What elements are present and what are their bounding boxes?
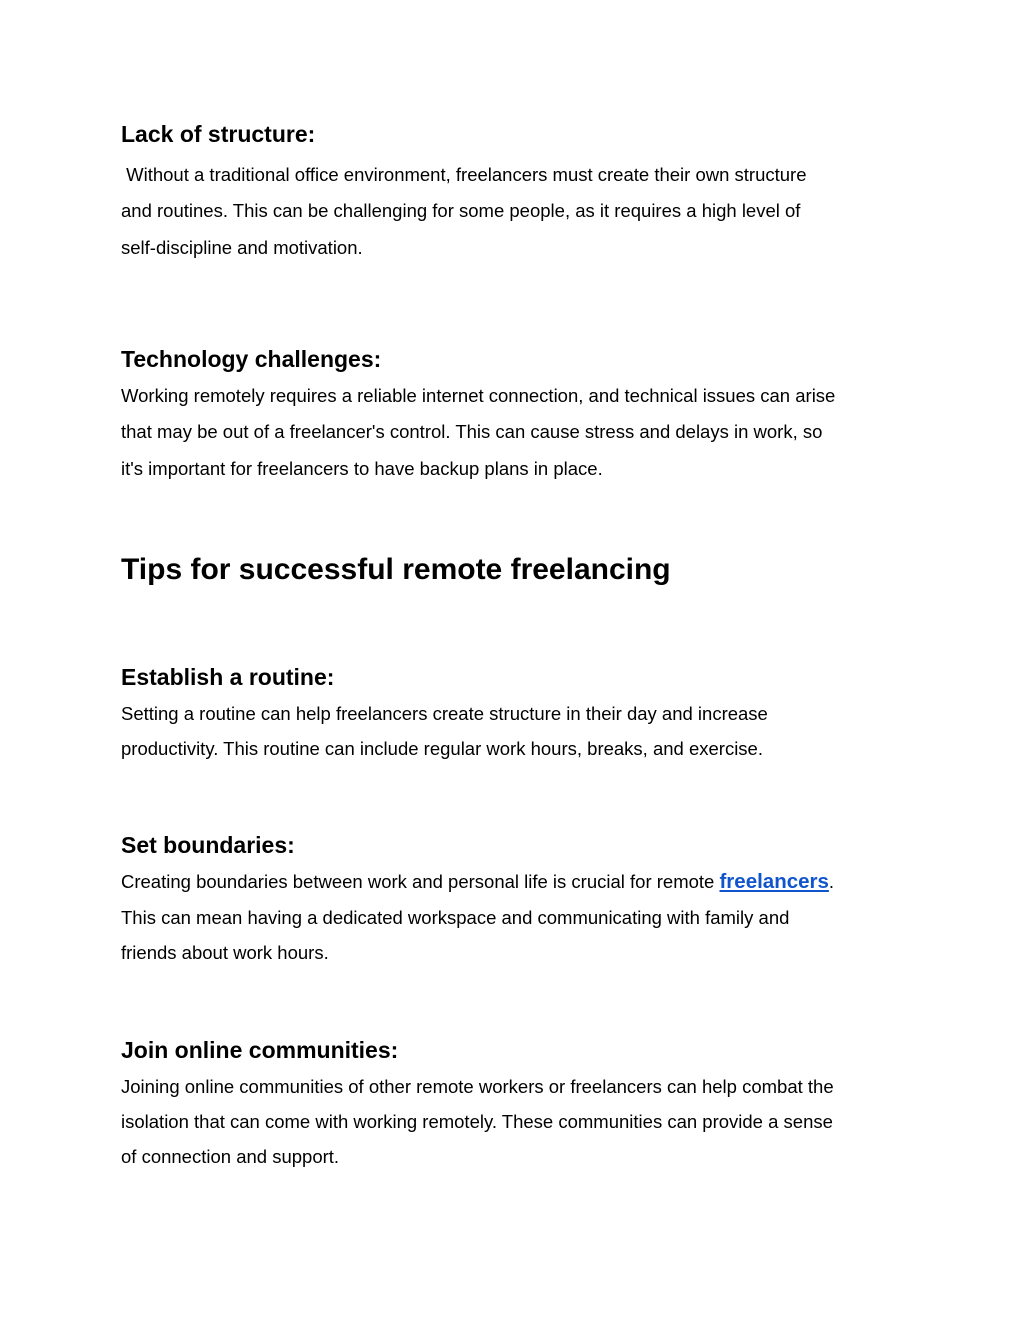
- paragraph-line: friends about work hours.: [121, 942, 329, 963]
- paragraph-line: it's important for freelancers to have backup plans in place.: [121, 458, 603, 479]
- paragraph-line: productivity. This routine can include regular work hours, breaks, and exercise.: [121, 738, 763, 759]
- paragraph-text: Creating boundaries between work and personal life is crucial for remote: [121, 871, 720, 892]
- heading-lack-of-structure: Lack of structure:: [121, 121, 316, 147]
- paragraph-line: self-discipline and motivation.: [121, 237, 363, 258]
- heading-set-boundaries: Set boundaries:: [121, 832, 295, 858]
- heading-establish-routine: Establish a routine:: [121, 664, 335, 690]
- paragraph-line: Setting a routine can help freelancers create structure in their day and increase: [121, 703, 768, 724]
- paragraph-line: Joining online communities of other remote workers or freelancers can help combat the: [121, 1076, 834, 1097]
- paragraph-line: [121, 871, 834, 893]
- heading-technology-challenges: Technology challenges:: [121, 346, 382, 372]
- section-title-tips: Tips for successful remote freelancing: [121, 553, 671, 586]
- paragraph-line: This can mean having a dedicated workspace and communicating with family and: [121, 907, 790, 928]
- freelancers-link[interactable]: freelancers: [719, 870, 829, 893]
- heading-join-communities: Join online communities:: [121, 1037, 399, 1063]
- paragraph-line: isolation that can come with working remotely. These communities can provide a sense: [121, 1111, 833, 1132]
- paragraph-line: of connection and support.: [121, 1146, 340, 1167]
- paragraph-line: and routines. This can be challenging for some people, as it requires a high level of: [121, 200, 801, 221]
- paragraph-line: Working remotely requires a reliable internet connection, and technical issues can arise: [121, 385, 836, 406]
- paragraph-line: that may be out of a freelancer's control. This can cause stress and delays in work, so: [121, 421, 823, 442]
- paragraph-text: .: [828, 871, 835, 892]
- paragraph-line: Without a traditional office environment, freelancers must create their own structure: [121, 164, 807, 185]
